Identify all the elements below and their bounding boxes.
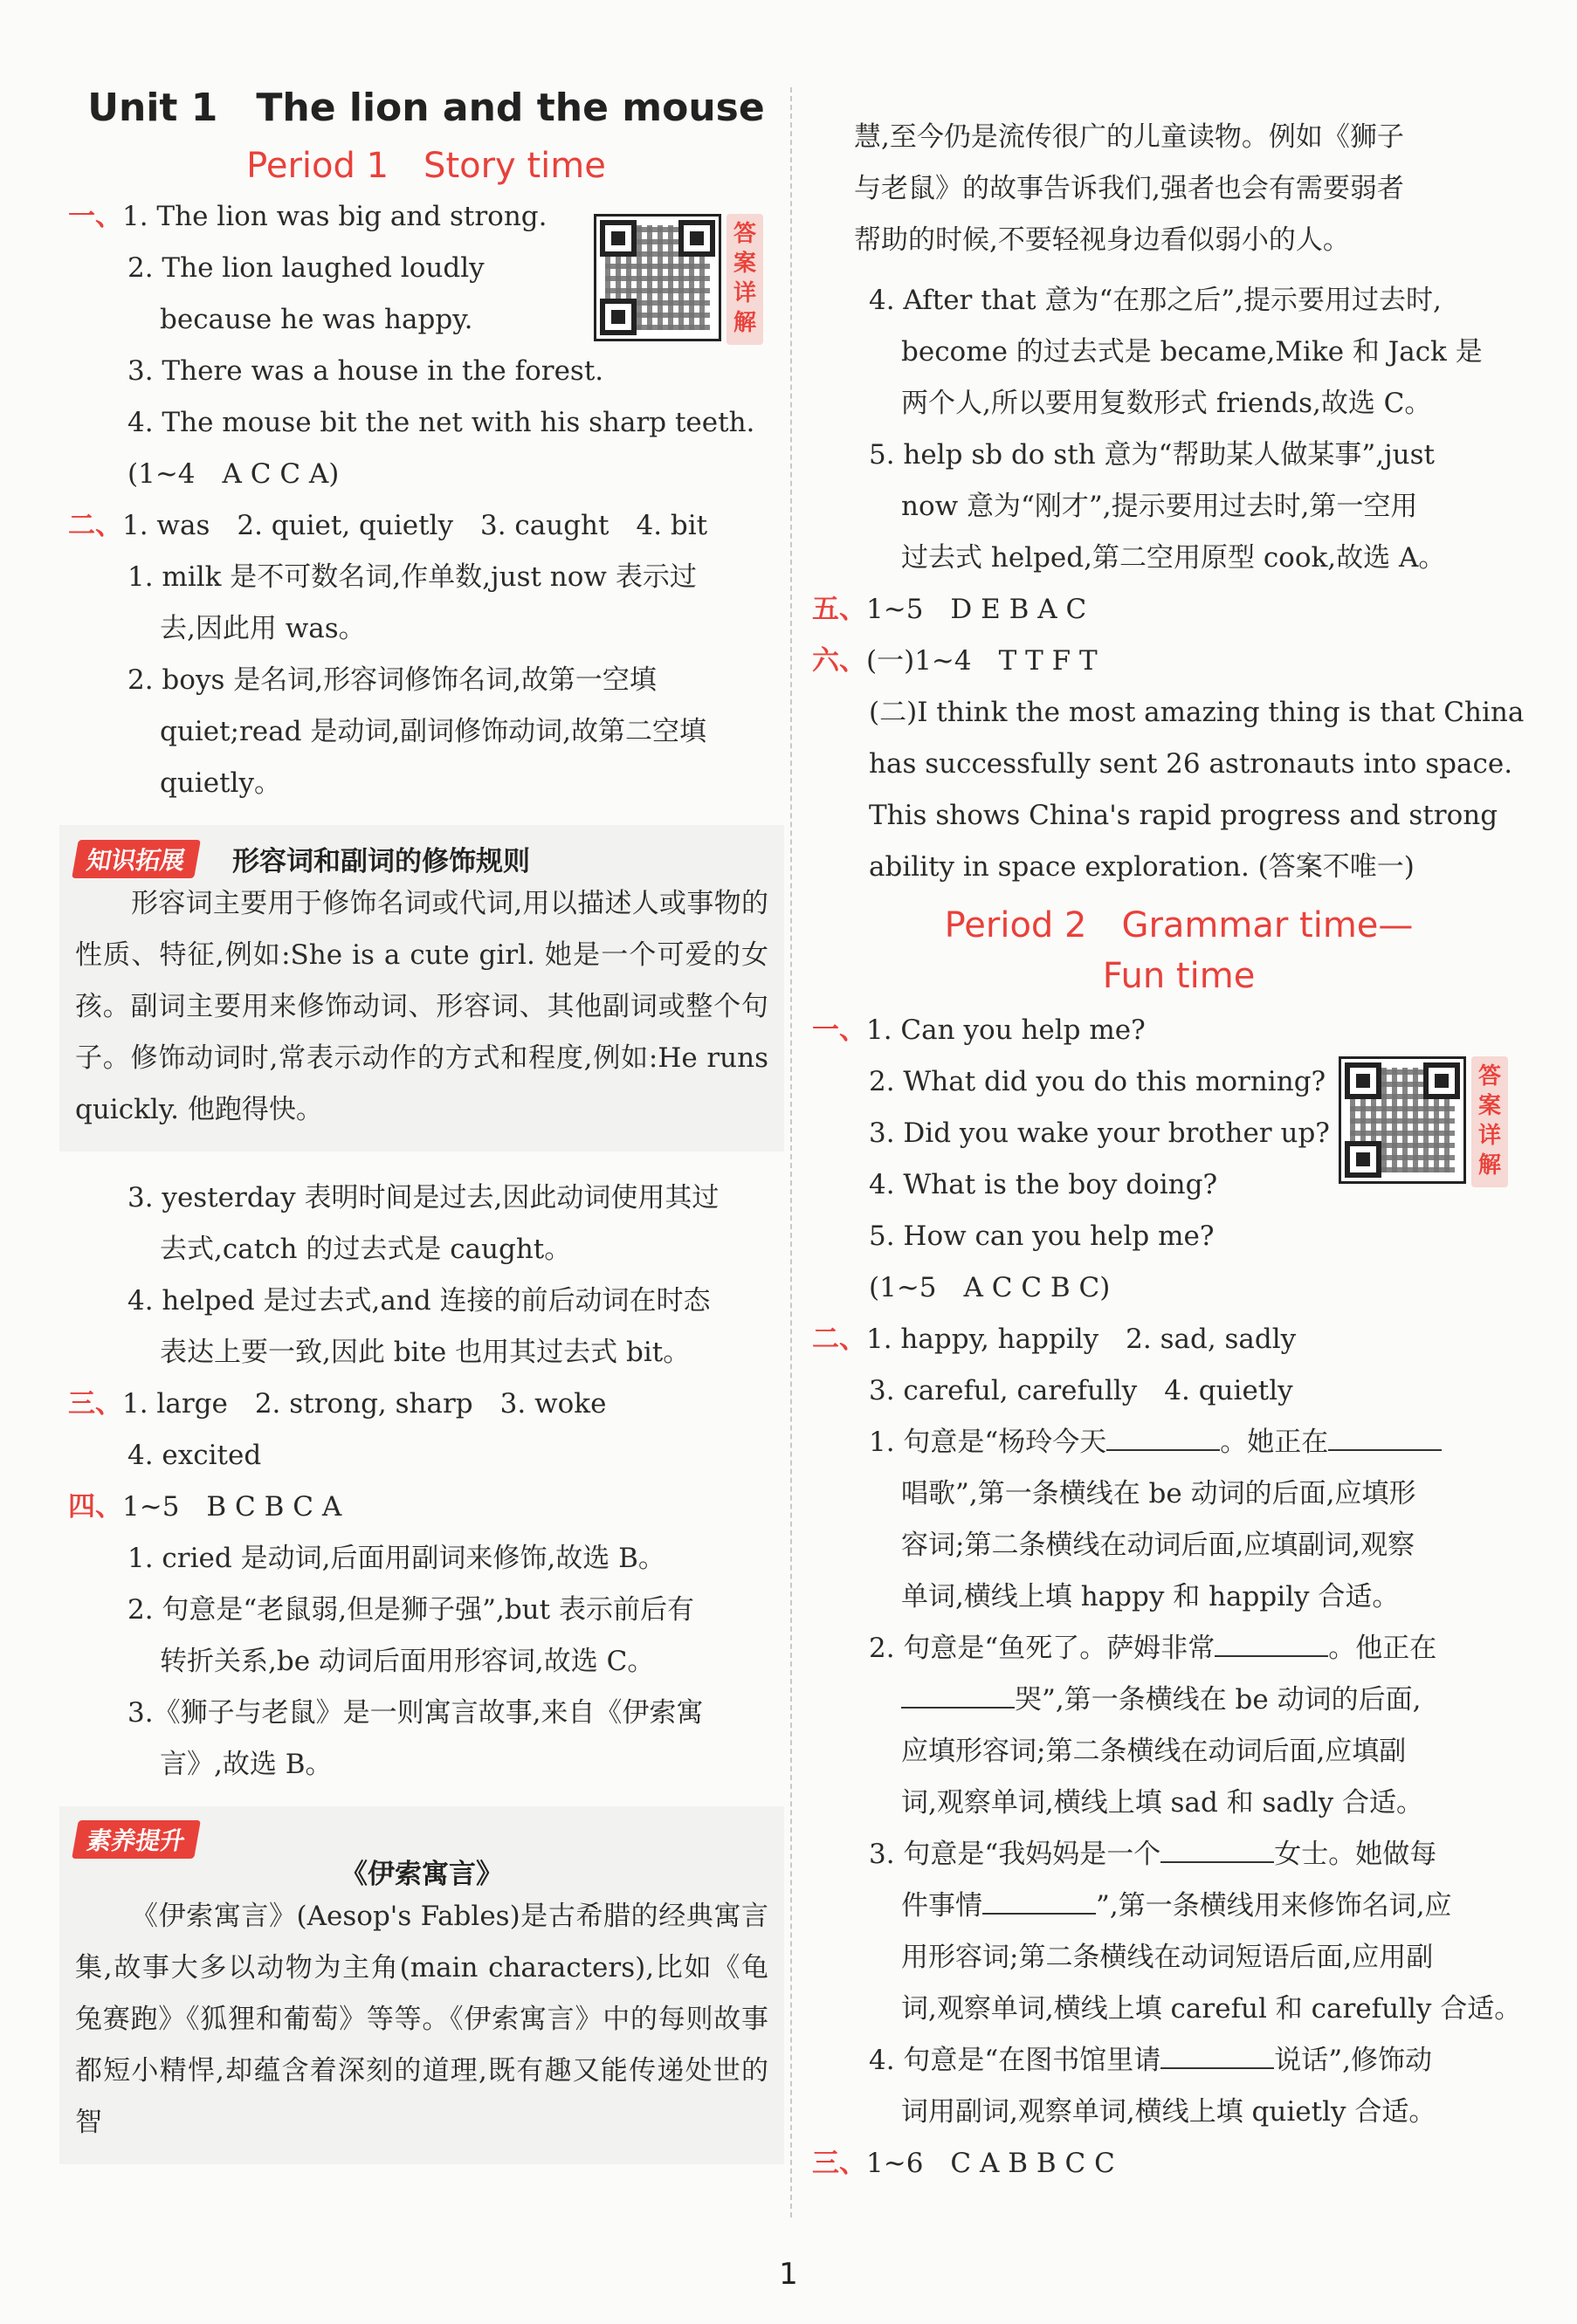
page-number: 1 bbox=[779, 2257, 798, 2292]
blank-line bbox=[1160, 1837, 1274, 1863]
s4-explain-5b: now 意为“刚才”,提示要用过去时,第一空用 bbox=[901, 491, 1418, 522]
s4-explain-5c: 过去式 helped,第二空用原型 cook,故选 A。 bbox=[901, 542, 1446, 574]
s2-explain-3: 3. yesterday 表明时间是过去,因此动词使用其过 bbox=[127, 1182, 720, 1214]
s1-item-4: 4. The mouse bit the net with his sharp teeth. bbox=[127, 407, 755, 438]
s4-explain-1: 1. cried 是动词,后面用副词来修饰,故选 B。 bbox=[127, 1543, 665, 1574]
s4-explain-4c: 两个人,所以要用复数形式 friends,故选 C。 bbox=[901, 388, 1432, 419]
s1-item-2b: because he was happy. bbox=[160, 304, 473, 335]
p2-q2-c: 应填形容词;第二条横线在动词后面,应填副 bbox=[901, 1736, 1407, 1767]
s4-explain-2b: 转折关系,be 动词后面用形容词,故选 C。 bbox=[160, 1646, 655, 1677]
p2-q3-b: 件事情 ”,第一条横线用来修饰名词,应 bbox=[901, 1890, 1452, 1922]
s6-writing-d: ability in space exploration. (答案不唯一) bbox=[869, 851, 1415, 883]
p2-q2-a: 2. 句意是“鱼死了。萨姆非常 。他正在 bbox=[869, 1633, 1437, 1664]
p2-s3-answers: 三、1~6 C A B B C C bbox=[812, 2148, 1115, 2179]
s3-answers-b: 4. excited bbox=[127, 1440, 262, 1471]
s5-answers: 五、1~5 D E B A C bbox=[812, 594, 1087, 625]
p2-q1-c: 容词;第二条横线在动词后面,应填副词,观察 bbox=[901, 1530, 1415, 1561]
section-label: 一、 bbox=[68, 201, 122, 232]
s2-explain-4b: 表达上要一致,因此 bite 也用其过去式 bit。 bbox=[160, 1337, 691, 1368]
p2-s1-item-4: 4. What is the boy doing? bbox=[869, 1169, 1218, 1200]
s4-explain-5: 5. help sb do sth 意为“帮助某人做某事”,just bbox=[869, 439, 1436, 471]
blank-line bbox=[1328, 1425, 1442, 1451]
p2-s1-item-1: 一、1. Can you help me? bbox=[812, 1014, 1146, 1046]
qr-label: 答 案 详 解 bbox=[1471, 1056, 1508, 1187]
blank-line bbox=[901, 1682, 1015, 1709]
literacy-box bbox=[59, 1806, 784, 2164]
s2-explain-2b: quiet;read 是动词,副词修饰动词,故第二空填 bbox=[160, 716, 707, 747]
p2-q4-b: 词用副词,观察单词,横线上填 quietly 合适。 bbox=[901, 2096, 1436, 2128]
p2-s1-item-5: 5. How can you help me? bbox=[869, 1220, 1215, 1252]
p2-s2-answers-b: 3. careful, carefully 4. quietly bbox=[869, 1375, 1293, 1406]
knowledge-box bbox=[59, 825, 784, 1152]
unit-title: Unit 1 The lion and the mouse bbox=[87, 86, 765, 130]
column-divider bbox=[790, 87, 792, 2217]
literacy-cont-2: 与老鼠》的故事告诉我们,强者也会有需要弱者 bbox=[854, 173, 1404, 204]
s6-writing-a: (二)I think the most amazing thing is that China bbox=[869, 697, 1525, 728]
s2-explain-3b: 去式,catch 的过去式是 caught。 bbox=[160, 1234, 572, 1265]
s3-answers: 三、1. large 2. strong, sharp 3. woke bbox=[68, 1388, 607, 1420]
s2-explain-4: 4. helped 是过去式,and 连接的前后动词在时态 bbox=[127, 1285, 711, 1317]
period2-title-b: Fun time bbox=[1102, 956, 1256, 996]
literacy-title: 《伊索寓言》 bbox=[341, 1859, 503, 1890]
p2-s1-item-2: 2. What did you do this morning? bbox=[869, 1066, 1326, 1097]
qr-answer-1[interactable] bbox=[594, 214, 763, 345]
s4-explain-2: 2. 句意是“老鼠弱,但是狮子强”,but 表示前后有 bbox=[127, 1594, 694, 1626]
s2-answers: 二、1. was 2. quiet, quietly 3. caught 4. bit bbox=[68, 510, 708, 541]
s6-writing-c: This shows China's rapid progress and strong bbox=[869, 800, 1498, 831]
p2-q1-d: 单词,横线上填 happy 和 happily 合适。 bbox=[901, 1581, 1400, 1612]
blank-line bbox=[1215, 1631, 1328, 1657]
s1-answer: (1~4 A C C A) bbox=[127, 458, 340, 490]
s1-item-2: 2. The lion laughed loudly bbox=[127, 252, 485, 284]
p2-q1-b: 唱歌”,第一条横线在 be 动词的后面,应填形 bbox=[901, 1478, 1416, 1509]
s4-explain-3b: 言》,故选 B。 bbox=[160, 1749, 333, 1780]
s4-explain-4: 4. After that 意为“在那之后”,提示要用过去时, bbox=[869, 285, 1442, 316]
blank-line bbox=[1106, 1425, 1220, 1451]
s2-explain-1b: 去,因此用 was。 bbox=[160, 613, 366, 644]
p2-q3-d: 词,观察单词,横线上填 careful 和 carefully 合适。 bbox=[901, 1993, 1522, 2025]
s2-explain-2c: quietly。 bbox=[160, 767, 281, 799]
p2-q4-a: 4. 句意是“在图书馆里请 说话”,修饰动 bbox=[869, 2045, 1432, 2076]
p2-q3-c: 用形容词;第二条横线在动词短语后面,应用副 bbox=[901, 1942, 1434, 1973]
s4-explain-3: 3.《狮子与老鼠》是一则寓言故事,来自《伊索寓 bbox=[127, 1697, 704, 1729]
literacy-text: 《伊索寓言》(Aesop's Fables)是古希腊的经典寓言集,故事大多以动物为主角(main characters),比如《龟兔赛跑》《狐狸和葡萄》等等。《伊索寓言》中的每则故事都短小精悍,却蕴含着深刻的道理,既有趣又能传递处世的智 bbox=[75, 1901, 768, 2138]
p2-q2-b: 哭”,第一条横线在 be 动词的后面, bbox=[812, 1674, 1511, 1726]
qr-label: 答 案 详 解 bbox=[727, 214, 763, 345]
blank-line bbox=[982, 1888, 1096, 1915]
s1-item-1: 一、1. The lion was big and strong. bbox=[68, 191, 784, 243]
p2-q2-d: 词,观察单词,横线上填 sad 和 sadly 合适。 bbox=[901, 1787, 1424, 1819]
p2-s1-answer: (1~5 A C C B C) bbox=[869, 1272, 1111, 1303]
qr-code-icon bbox=[594, 214, 721, 341]
right-column bbox=[812, 112, 1525, 2190]
literacy-cont-3: 帮助的时候,不要轻视身边看似弱小的人。 bbox=[854, 224, 1350, 256]
left-column bbox=[68, 83, 784, 2164]
literacy-cont-1: 慧,至今仍是流传很广的儿童读物。例如《狮子 bbox=[854, 121, 1404, 153]
knowledge-text: 形容词主要用于修饰名词或代词,用以描述人或事物的性质、特征,例如:She is a cute girl. 她是一个可爱的女孩。副词主要用来修饰动词、形容词、其他副词或整个句子。修饰动词时,常表示动作的方式和程度,例如:He runs quickly. 他跑得快。 bbox=[75, 888, 768, 1125]
s2-explain-2: 2. boys 是名词,形容词修饰名词,故第一空填 bbox=[127, 664, 657, 696]
period1-title: Period 1 Story time bbox=[246, 146, 606, 186]
s6-writing-b: has successfully sent 26 astronauts into space. bbox=[869, 748, 1513, 780]
s6-answers: 六、(一)1~4 T T F T bbox=[812, 645, 1098, 677]
s2-explain-1: 1. milk 是不可数名词,作单数,just now 表示过 bbox=[127, 561, 697, 593]
s1-item-3: 3. There was a house in the forest. bbox=[127, 355, 604, 387]
period2-title: Period 2 Grammar time— bbox=[944, 905, 1414, 945]
p2-q3-a: 3. 句意是“我妈妈是一个 女士。她做每 bbox=[869, 1839, 1437, 1870]
s4-answers: 四、1~5 B C B C A bbox=[68, 1491, 342, 1523]
literacy-tag: 素养提升 bbox=[72, 1820, 201, 1859]
p2-s2-answers: 二、1. happy, happily 2. sad, sadly bbox=[812, 1324, 1297, 1355]
blank-line bbox=[1160, 2043, 1274, 2069]
p2-q1-a: 1. 句意是“杨玲今天 。她正在 bbox=[812, 1417, 1511, 1468]
knowledge-title: 形容词和副词的修饰规则 bbox=[232, 846, 531, 877]
s4-explain-4b: become 的过去式是 became,Mike 和 Jack 是 bbox=[901, 336, 1483, 368]
p2-s1-item-3: 3. Did you wake your brother up? bbox=[869, 1117, 1330, 1149]
knowledge-tag: 知识拓展 bbox=[72, 840, 201, 878]
